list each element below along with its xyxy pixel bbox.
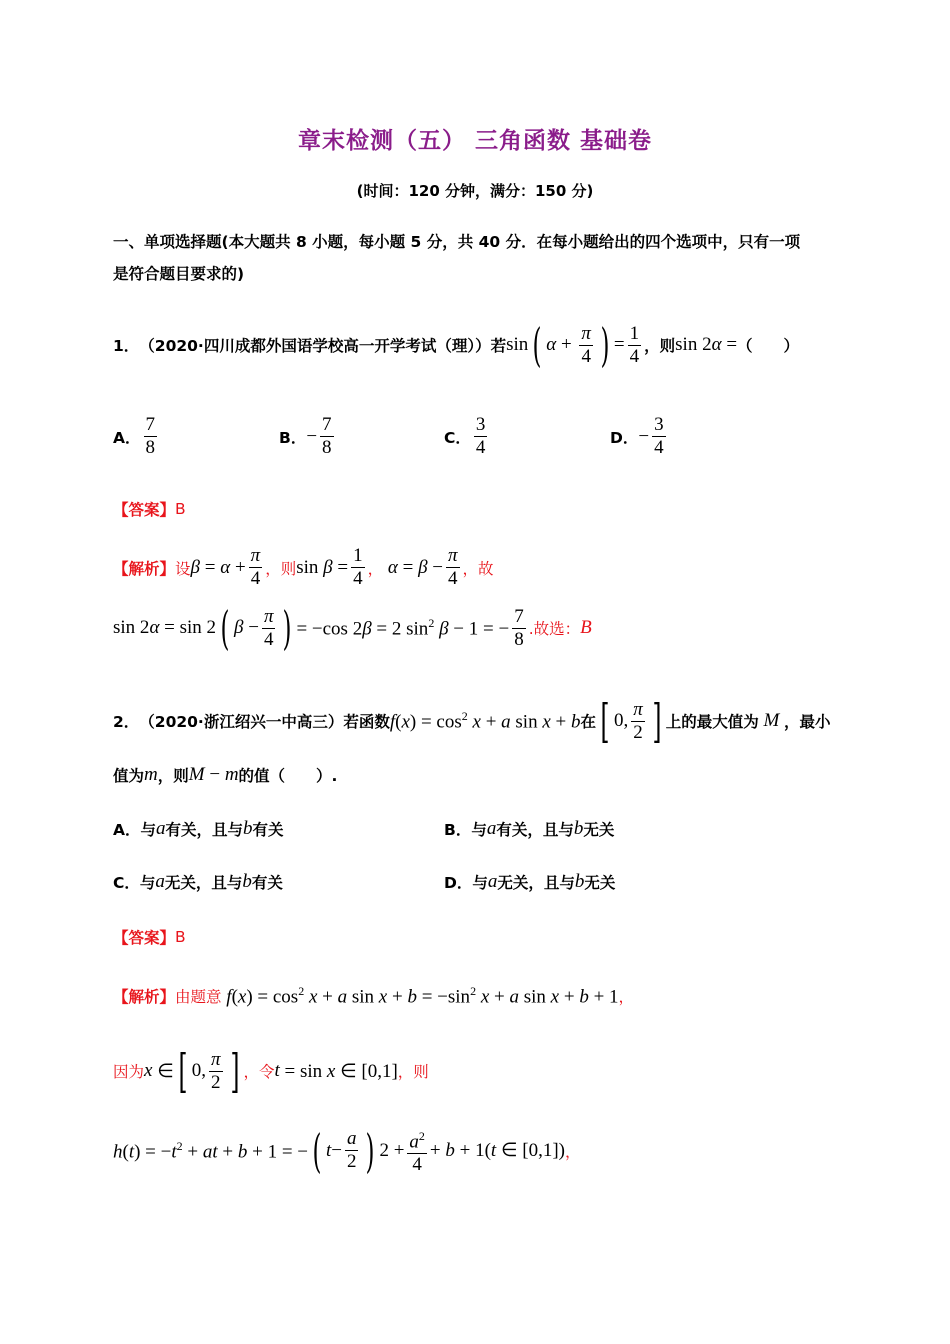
q1-source: （2020·四川成都外国语学校高一开学考试（理））若 [139,337,507,355]
question-2: 2． （2020·浙江绍兴一中高三）若函数 $f(x) = \cos^2 x + a$ sin x + b 在 [ 0, $\frac{\pi}{2}$ ] 上的最大值为 M ，最小 [113,694,831,748]
exam-time-info: (时间：120 分钟，满分：150 分) [356,182,594,200]
section-heading-cont: 是符合题目要求的) [113,265,245,283]
q1-then: ，则 [644,337,676,355]
q2-option-a: A． 与 a 有关，且与 b 有关 [113,818,284,839]
q2-analysis-line2: 因为 x ∈ [ 0, $\frac{\pi}{2}$ ] ，令 t = sin x ∈ [0,1] ，则 [113,1044,429,1098]
q1-option-b: B． − $\frac{7}{8}$ [279,414,332,458]
q1-blank: （ ） [737,337,800,355]
page-title: 章末检测（五） 三角函数 基础卷 [297,128,652,154]
question-1: 1． （2020·四川成都外国语学校高一开学考试（理））若 sin ( α + $\frac{\pi}{4}$ ) = $\frac{1}{4}$ ，则 sin 2α = （ ） [113,318,800,372]
q1-option-c: C． $\frac{3}{4}$ [444,414,486,458]
q1-option-a: A． $\frac{7}{8}$ [113,414,155,458]
q2-option-b: B． 与 a 有关，且与 b 无关 [444,818,615,839]
q1-answer: 【答案】 B [113,500,186,519]
question-2-cont: 值为 m ，则 M − m 的值（ ）. [113,764,338,785]
q2-analysis-line1: 【解析】 由题意 $f(x) = \cos^2 x + a$ $\sin x + b = -\sin^2$ x + a sin x + b + 1 ， [113,984,635,1008]
q1-analysis-line2: sin 2α = sin 2 ( β − $\frac{\pi}{4}$ ) = −cos 2β = 2 $\sin^2 \beta - 1$ = − $\frac{7}{8}$ .故选： B [113,601,592,655]
section-heading: 一、单项选择题(本大题共 8 小题，每小题 5 分，共 40 分．在每小题给出的四个选项中，只有一项 [113,233,801,251]
q2-option-d: D． 与 a 无关，且与 b 无关 [444,871,616,892]
q1-analysis-line1: 【解析】 设 β = α + $\frac{\pi}{4}$ ，则 sin β = $\frac{1}{4}$ ， α = β − $\frac{\pi}{4}$ ，故 [113,545,494,589]
q2-answer: 【答案】 B [113,928,186,947]
q1-number: 1． [113,337,140,355]
q2-analysis-line3: $h(t) = -t^2$ + at + b + 1 = − ( t − $\frac{a}{2}$ ) 2 + $\frac{a^2}{4}$ + b + 1(t ∈ [0,1]) ， [113,1123,581,1178]
q1-option-d: D． − $\frac{3}{4}$ [610,414,664,458]
q2-option-c: C． 与 a 无关，且与 b 有关 [113,871,283,892]
